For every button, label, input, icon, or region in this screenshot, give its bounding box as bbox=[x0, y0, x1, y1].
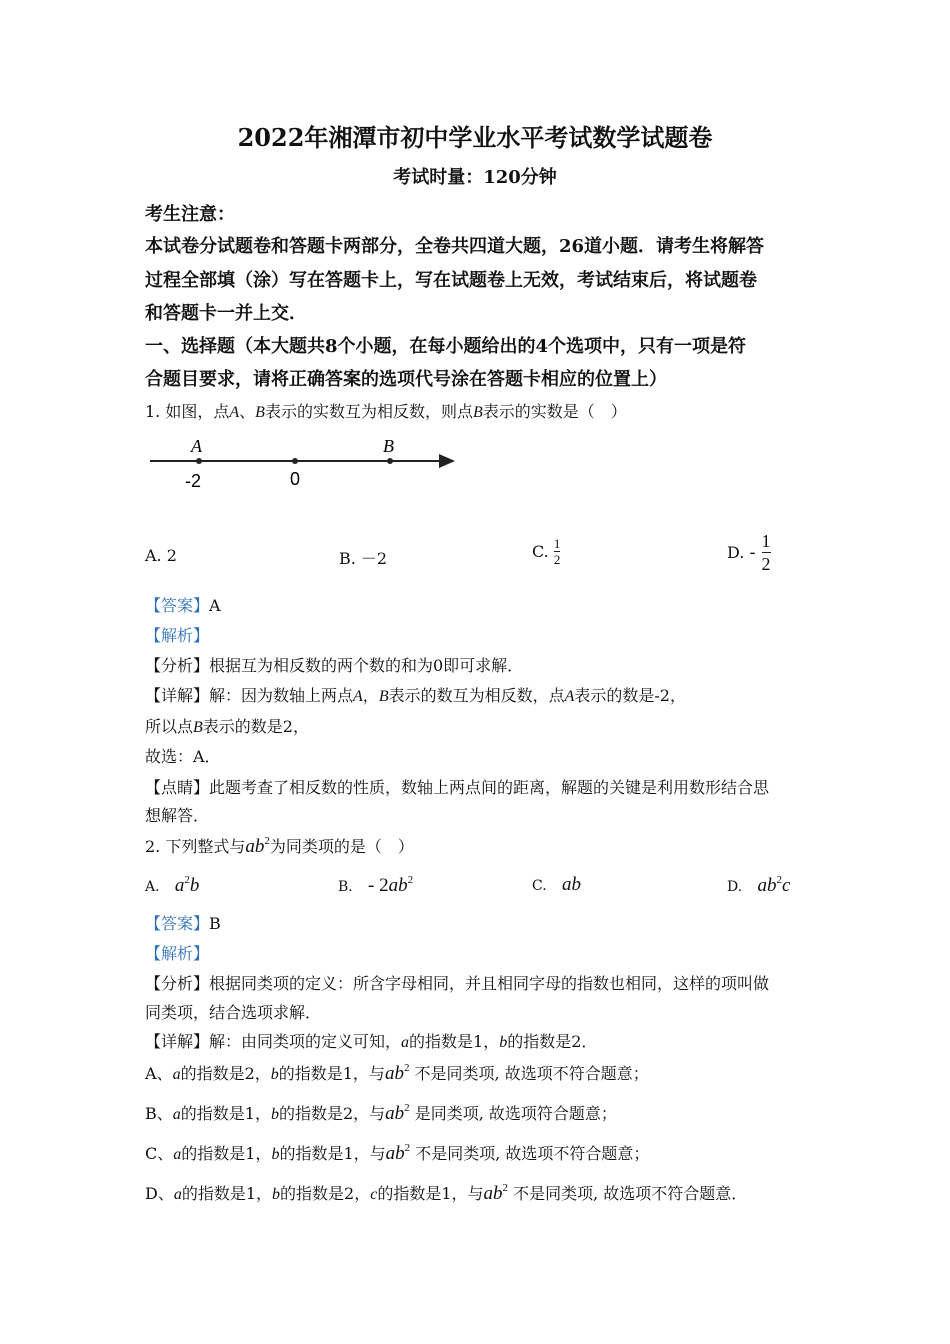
q1-dianjing: 想解答． bbox=[145, 806, 210, 825]
q2-row-b: B、a的指数是1，b的指数是2，与$ab^2$ 是同类项, 故选项符合题意； bbox=[145, 1102, 617, 1124]
q1-guxuan: 故选：A． bbox=[145, 747, 221, 766]
q1-answer: 【答案】A bbox=[145, 596, 221, 615]
exam-duration: 考试时量：120分钟 bbox=[393, 167, 557, 188]
label-a: A bbox=[191, 436, 202, 456]
q1-option-b: B. －2 bbox=[339, 549, 388, 568]
point-b bbox=[387, 458, 393, 464]
q2-option-c: C. ab bbox=[532, 874, 581, 895]
tick-label-zero: 0 bbox=[290, 469, 301, 489]
point-a bbox=[196, 458, 202, 464]
q2-option-d: D. $ab^2c$ bbox=[727, 874, 791, 896]
q2-answer: 【答案】B bbox=[145, 914, 221, 933]
arrow-head-icon bbox=[439, 454, 455, 468]
number-line-figure bbox=[145, 432, 465, 494]
notice-line: 本试卷分试题卷和答题卡两部分，全卷共四道大题，26道小题．请考生将解答 bbox=[145, 236, 765, 257]
q1-option-a: A. 2 bbox=[145, 546, 177, 565]
q2-row-c: C、a的指数是1，b的指数是1，与$ab^2$ 不是同类项, 故选项不符合题意； bbox=[145, 1142, 650, 1164]
q1-xiangjie: 【详解】解：因为数轴上两点A，B表示的数互为相反数，点A表示的数是-2， bbox=[145, 686, 686, 705]
q1-xiangjie-line2: 所以点B表示的数是2， bbox=[145, 717, 309, 736]
q1-option-d: D. - $\frac{1}{2}$ bbox=[727, 531, 771, 574]
label-b: B bbox=[383, 436, 394, 456]
q1-analysis-tag: 【解析】 bbox=[145, 626, 210, 645]
q2-row-a: A、a的指数是2，b的指数是1，与$ab^2$ 不是同类项, 故选项不符合题意； bbox=[145, 1062, 649, 1084]
q2-fenxi: 同类项，结合选项求解． bbox=[145, 1003, 322, 1022]
q1-option-c: C. $\frac{1}{2}$ bbox=[532, 536, 561, 567]
q2-row-d: D、a的指数是1，b的指数是2，c的指数是1，与$ab^2$ 不是同类项, 故选项不符合题意． bbox=[145, 1182, 748, 1204]
tick-label-minus-2: -2 bbox=[185, 471, 202, 491]
q2-option-a: A. $a^2b$ bbox=[145, 874, 200, 896]
question-2-stem: 2. 下列整式与$ab^2$为同类项的是（ ） bbox=[145, 835, 414, 857]
q2-fenxi: 【分析】根据同类项的定义：所含字母相同，并且相同字母的指数也相同，这样的项叫做 bbox=[145, 974, 770, 993]
question-1-stem: 1. 如图，点A、B表示的实数互为相反数，则点B表示的实数是（ ） bbox=[145, 402, 627, 421]
page-title: 2022年湘潭市初中学业水平考试数学试题卷 bbox=[237, 123, 713, 152]
point-zero bbox=[292, 458, 298, 464]
q2-analysis-tag: 【解析】 bbox=[145, 944, 210, 963]
section-heading: 一、选择题（本大题共8个小题，在每小题给出的4个选项中，只有一项是符 bbox=[145, 336, 747, 357]
q1-fenxi: 【分析】根据互为相反数的两个数的和为0即可求解． bbox=[145, 656, 524, 675]
notice-line: 过程全部填（涂）写在答题卡上，写在试题卷上无效，考试结束后，将试题卷 bbox=[145, 270, 757, 291]
notice-heading: 考生注意： bbox=[145, 204, 235, 225]
q2-option-b: B. - $2ab^2$ bbox=[338, 874, 414, 896]
section-heading: 合题目要求，请将正确答案的选项代号涂在答题卡相应的位置上） bbox=[145, 369, 667, 390]
notice-line: 和答题卡一并上交． bbox=[145, 303, 307, 324]
q2-xiangjie: 【详解】解：由同类项的定义可知，a的指数是1，b的指数是2． bbox=[145, 1032, 598, 1051]
q1-dianjing: 【点睛】此题考查了相反数的性质，数轴上两点间的距离，解题的关键是利用数形结合思 bbox=[145, 778, 770, 797]
